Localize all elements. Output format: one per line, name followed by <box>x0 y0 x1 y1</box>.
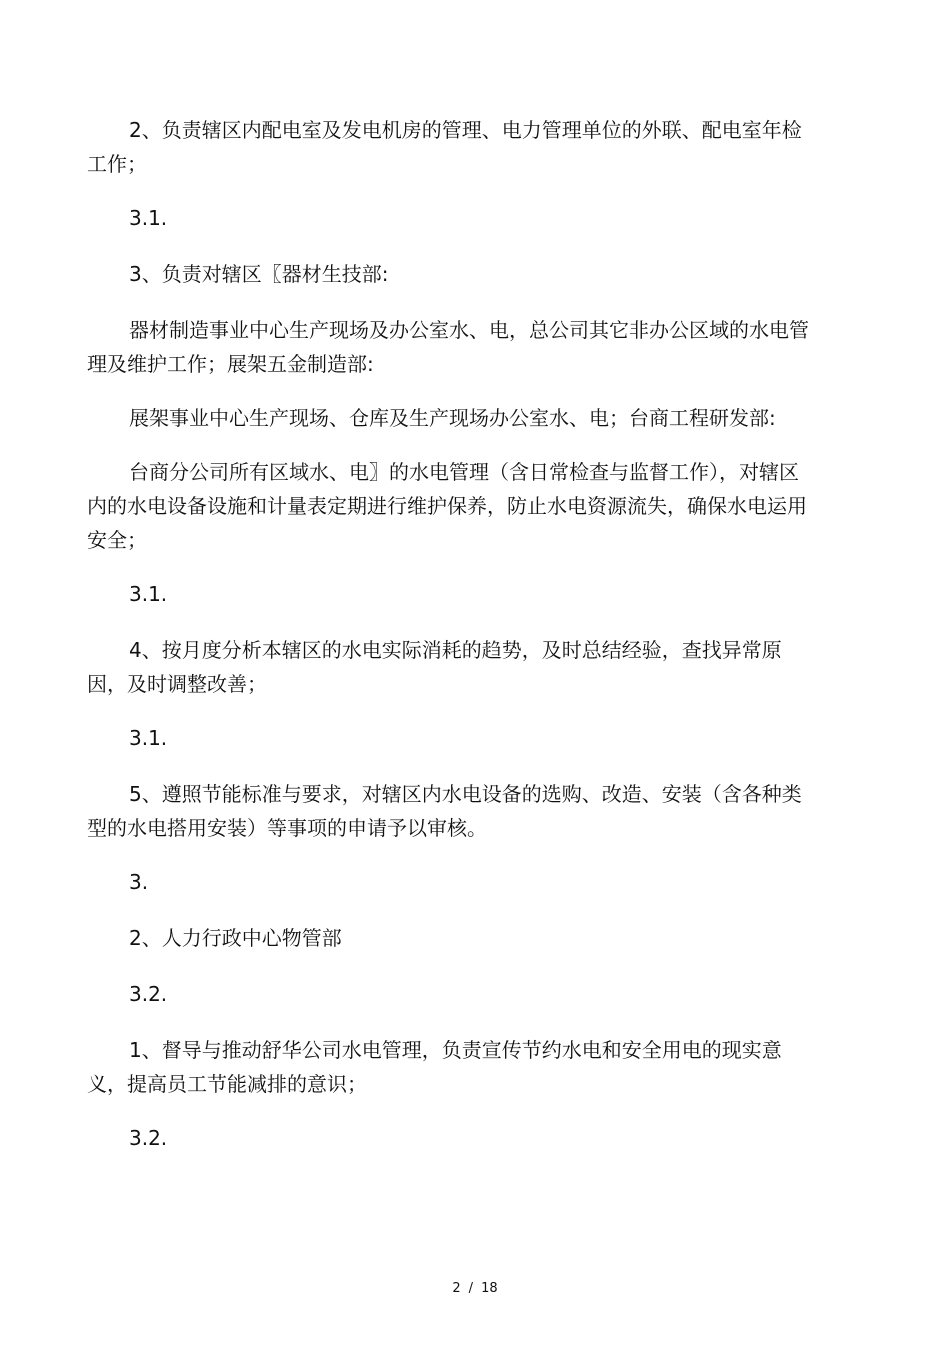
page-footer <box>0 1281 950 1297</box>
paragraph: 1、督导与推动舒华公司水电管理，负责宣传节约水电和安全用电的现实意义，提高员工节能减排的意识； <box>87 1038 782 1096</box>
section-number: 3.1. <box>129 726 168 750</box>
section-number: 3.1. <box>129 206 168 230</box>
current-page-number: 2 <box>452 1281 461 1296</box>
section-number: 3. <box>129 870 149 894</box>
paragraph: 台商分公司所有区域水、电〗的水电管理（含日常检查与监督工作），对辖区内的水电设备设施和计量表定期进行维护保养，防止水电资源流失，确保水电运用安全； <box>87 460 807 552</box>
paragraph: 3、负责对辖区〖器材生技部: <box>129 262 389 286</box>
paragraph: 2、负责辖区内配电室及发电机房的管理、电力管理单位的外联、配电室年检工作； <box>87 118 802 176</box>
page-separator: / <box>468 1281 474 1296</box>
paragraph: 展架事业中心生产现场、仓库及生产现场办公室水、电；台商工程研发部: <box>129 406 776 430</box>
section-number: 3.2. <box>129 982 168 1006</box>
total-pages-number: 18 <box>481 1281 498 1296</box>
section-number: 3.2. <box>129 1126 168 1150</box>
paragraph: 器材制造事业中心生产现场及办公室水、电，总公司其它非办公区域的水电管理及维护工作；展架五金制造部: <box>87 318 809 376</box>
document-body <box>87 113 817 1177</box>
section-number: 3.1. <box>129 582 168 606</box>
paragraph: 4、按月度分析本辖区的水电实际消耗的趋势，及时总结经验，查找异常原因，及时调整改善； <box>87 638 782 696</box>
section-heading: 2、人力行政中心物管部 <box>129 926 342 950</box>
paragraph: 5、遵照节能标准与要求，对辖区内水电设备的选购、改造、安装（含各种类型的水电搭用安装）等事项的申请予以审核。 <box>87 782 802 840</box>
